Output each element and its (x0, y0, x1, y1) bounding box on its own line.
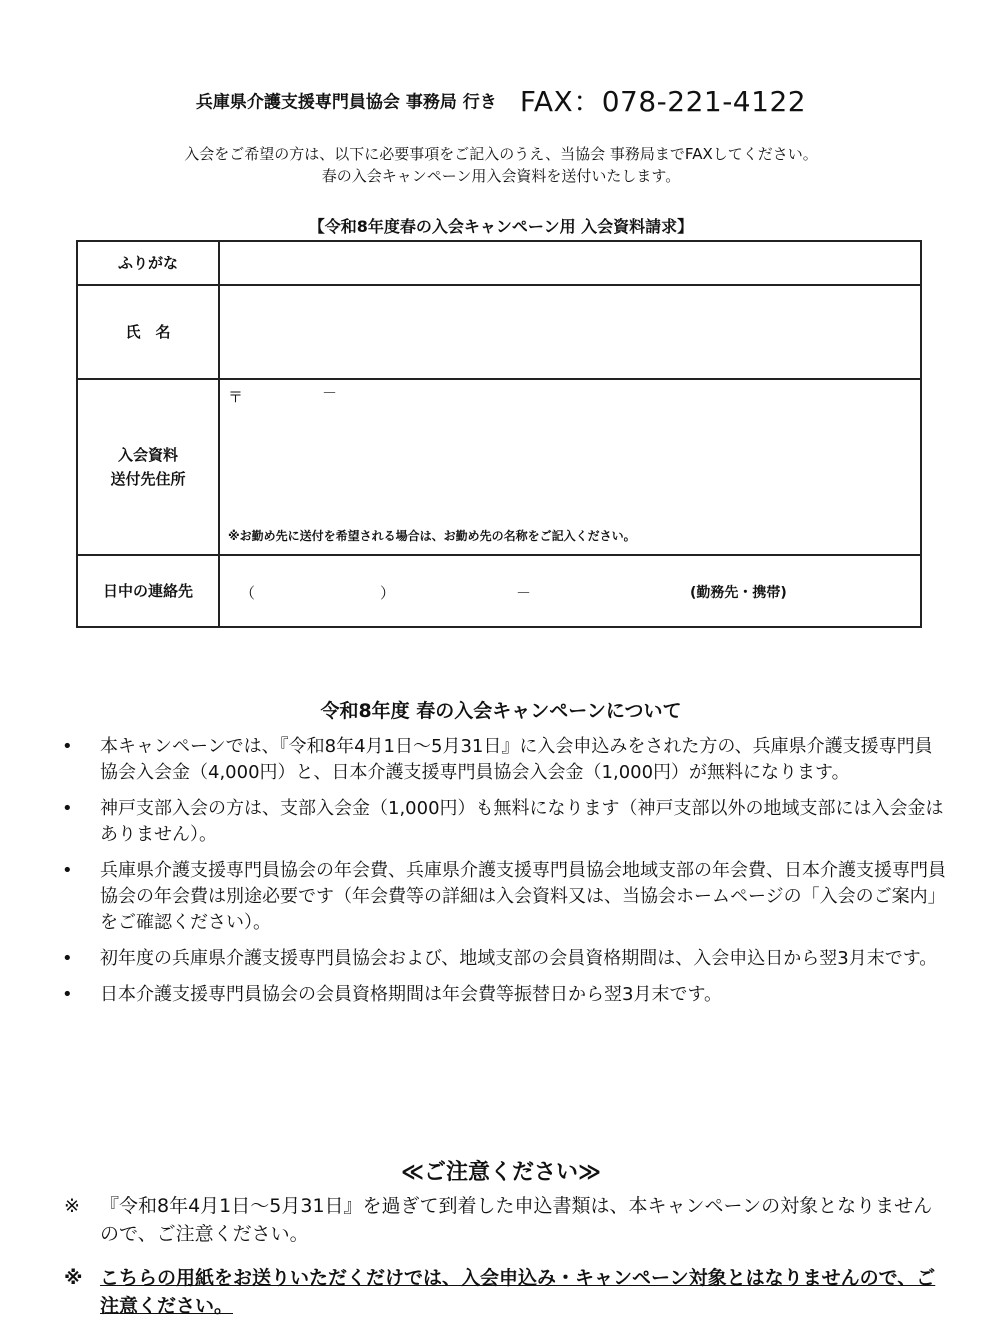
note-text: 『令和8年4月1日～5月31日』を過ぎて到着した申込書類は、本キャンペーンの対象となりませんので、ご注意ください。 (100, 1195, 933, 1245)
campaign-bullet-item: • 本キャンペーンでは、『令和8年4月1日～5月31日』に入会申込みをされた方の、兵庫県介護支援専門員協会入会金（4,000円）と、日本介護支援専門員協会入会金（1,000円）が無料になります。 (60, 734, 946, 786)
furigana-label: ふりがな (77, 241, 219, 285)
note-mark: ※ (64, 1267, 83, 1289)
area-code-open-paren: （ (240, 584, 256, 602)
notice-item-1 (60, 1192, 940, 1248)
furigana-row (77, 241, 921, 285)
contact-type-note: (勤務先・携帯) (690, 585, 787, 601)
campaign-bullet-item: • 神戸支部入会の方は、支部入会金（1,000円）も無料になります（神戸支部以外の地域支部には入会金はありません）。 (60, 796, 946, 848)
campaign-bullet-item: • 兵庫県介護支援専門員協会の年会費、兵庫県介護支援専門員協会地域支部の年会費、日本介護支援専門員協会の年会費は別途必要です（年会費等の詳細は入会資料又は、当協会ホームページの「入会のご案内」をご確認ください）。 (60, 858, 946, 936)
contact-field[interactable] (219, 555, 921, 627)
intro-text (0, 143, 1002, 187)
note-mark: ※ (64, 1195, 80, 1217)
campaign-title: 令和8年度 春の入会キャンペーンについて (320, 700, 682, 722)
campaign-bullet-item: • 日本介護支援専門員協会の会員資格期間は年会費等振替日から翌3月末です。 (60, 982, 946, 1008)
area-code-close-paren: ） (380, 584, 396, 602)
address-field[interactable] (219, 379, 921, 555)
address-note: ※お勤め先に送付を希望される場合は、お勤め先の名称をご記入ください。 (228, 529, 636, 543)
phone-dash: － (516, 584, 532, 602)
name-row (77, 285, 921, 379)
furigana-field[interactable] (219, 241, 921, 285)
address-label-line-2: 送付先住所 (110, 470, 186, 488)
campaign-bullet-list (60, 734, 946, 1018)
address-label-line-1: 入会資料 (117, 446, 178, 464)
fax-number: FAX：078-221-4122 (519, 85, 807, 118)
name-label: 氏 名 (77, 285, 219, 379)
form-title: 【令和8年度春の入会キャンペーン用 入会資料請求】 (308, 217, 694, 236)
postal-mark: 〒 (228, 388, 244, 406)
address-row (77, 379, 921, 555)
address-label (77, 379, 219, 555)
notice-item-2 (60, 1264, 940, 1320)
name-field[interactable] (219, 285, 921, 379)
postal-dash: － (322, 384, 338, 402)
campaign-bullet-item: • 初年度の兵庫県介護支援専門員協会および、地域支部の会員資格期間は、入会申込日から翌3月末です。 (60, 946, 946, 972)
notice-title: ≪ご注意ください≫ (400, 1160, 602, 1185)
contact-label: 日中の連絡先 (77, 555, 219, 627)
request-form-table (76, 240, 922, 628)
intro-line-2: 春の入会キャンペーン用入会資料を送付いたします。 (321, 167, 681, 185)
fax-header (0, 80, 1002, 120)
note-text-underlined: こちらの用紙をお送りいただくだけでは、入会申込み・キャンペーン対象とはなりませんので、ご注意ください。 (100, 1267, 936, 1317)
contact-template (220, 556, 920, 626)
recipient-organization: 兵庫県介護支援専門員協会 事務局 行き (195, 92, 497, 113)
intro-line-1: 入会をご希望の方は、以下に必要事項をご記入のうえ、当協会 事務局までFAXしてください。 (184, 145, 818, 163)
contact-row (77, 555, 921, 627)
